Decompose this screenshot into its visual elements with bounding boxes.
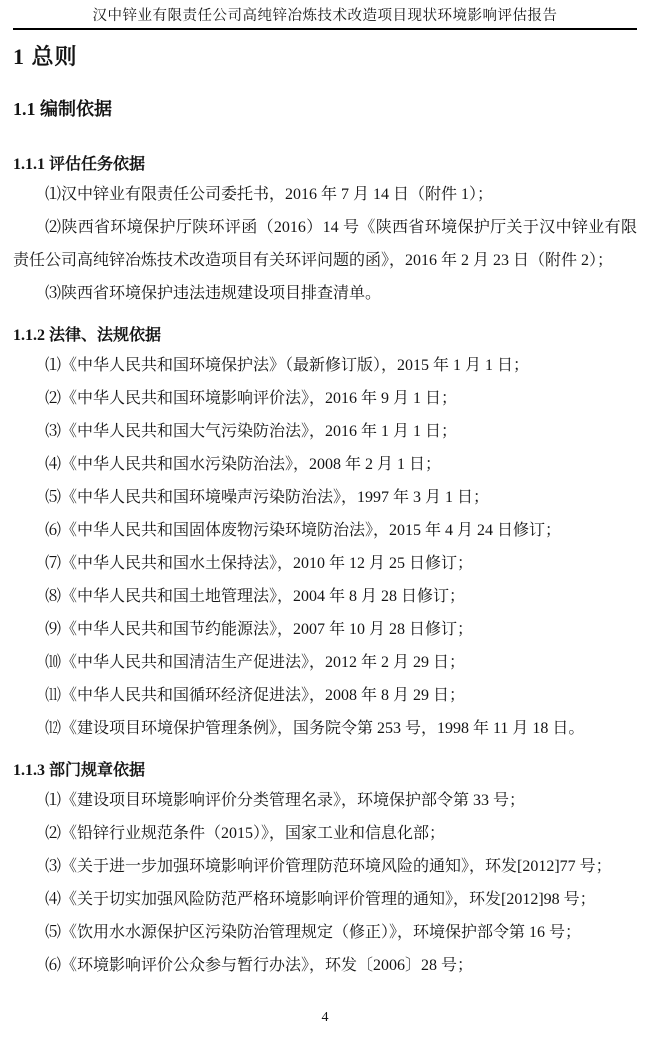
section-1-1-2-heading: 1.1.2 法律、法规依据 (13, 327, 162, 344)
list-item: ⑶《中华人民共和国大气污染防治法》，2016 年 1 月 1 日； (45, 423, 458, 440)
list-item: ⑾《中华人民共和国循环经济促进法》，2008 年 8 月 29 日； (45, 687, 466, 704)
list-item: ⑴汉中锌业有限责任公司委托书，2016 年 7 月 14 日（附件 1）； (45, 186, 494, 203)
chapter-title: 1 总则 (13, 44, 78, 69)
list-item: ⑼《中华人民共和国节约能源法》，2007 年 10 月 28 日修订； (45, 621, 474, 638)
section-1-1-3-heading: 1.1.3 部门规章依据 (13, 762, 146, 779)
list-item: ⑴《建设项目环境影响评价分类管理名录》，环境保护部令第 33 号； (45, 792, 526, 809)
list-item: ⑵陕西省环境保护厅陕环评函（2016）14 号《陕西省环境保护厅关于汉中锌业有限责任公司高纯锌冶炼技术改造项目有关环评问题的函》，2016 年 2 月 23 日（附件 2）； (13, 219, 637, 269)
section-1-1-1-heading: 1.1.1 评估任务依据 (13, 156, 146, 173)
list-item: ⑹《中华人民共和国固体废物污染环境防治法》，2015 年 4 月 24 日修订； (45, 522, 562, 539)
list-item: ⑹《环境影响评价公众参与暂行办法》，环发〔2006〕28 号； (45, 957, 474, 974)
list-item: ⑵《铅锌行业规范条件（2015）》，国家工业和信息化部； (45, 825, 446, 842)
list-item: ⑸《饮用水水源保护区污染防治管理规定（修正）》，环境保护部令第 16 号； (45, 924, 582, 941)
list-item: ⑿《建设项目环境保护管理条例》，国务院令第 253 号，1998 年 11 月 18 日。 (45, 720, 585, 737)
list-item: ⑶《关于进一步加强环境影响评价管理防范环境风险的通知》，环发[2012]77 号； (45, 858, 612, 875)
list-item: ⑷《中华人民共和国水污染防治法》，2008 年 2 月 1 日； (45, 456, 442, 473)
list-item: ⑸《中华人民共和国环境噪声污染防治法》，1997 年 3 月 1 日； (45, 489, 490, 506)
page-number: 4 (321, 1010, 329, 1025)
list-item: ⑽《中华人民共和国清洁生产促进法》，2012 年 2 月 29 日； (45, 654, 466, 671)
list-item: ⑷《关于切实加强风险防范严格环境影响评价管理的通知》，环发[2012]98 号； (45, 891, 596, 908)
document-header-title: 汉中锌业有限责任公司高纯锌冶炼技术改造项目现状环境影响评估报告 (13, 6, 637, 30)
list-item: ⑻《中华人民共和国土地管理法》，2004 年 8 月 28 日修订； (45, 588, 466, 605)
list-item: ⑺《中华人民共和国水土保持法》，2010 年 12 月 25 日修订； (45, 555, 474, 572)
section-1-1-heading: 1.1 编制依据 (13, 99, 112, 119)
list-item: ⑴《中华人民共和国环境保护法》（最新修订版），2015 年 1 月 1 日； (45, 357, 530, 374)
list-item: ⑵《中华人民共和国环境影响评价法》，2016 年 9 月 1 日； (45, 390, 458, 407)
list-item: ⑶陕西省环境保护违法违规建设项目排查清单。 (45, 285, 382, 302)
